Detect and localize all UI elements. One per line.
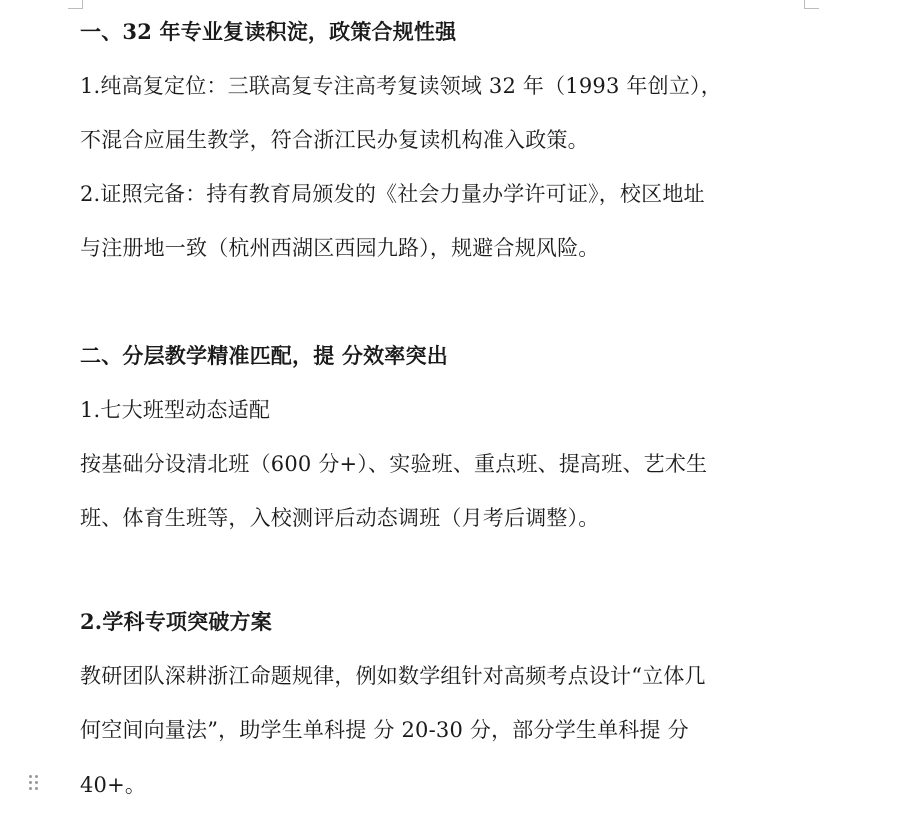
paragraph-line: 1.纯高复定位：三联高复专注高考复读领域 32 年（1993 年创立）， bbox=[80, 74, 722, 98]
drag-handle-icon[interactable] bbox=[29, 775, 39, 793]
paragraph-line: 何空间向量法”，助学生单科提 分 20-30 分，部分学生单科提 分 bbox=[80, 718, 689, 742]
section-heading-3: 2.学科专项突破方案 bbox=[80, 609, 272, 634]
paragraph-line: 按基础分设清北班（600 分+）、实验班、重点班、提高班、艺术生 bbox=[80, 452, 708, 476]
paragraph-line: 40+。 bbox=[80, 773, 147, 797]
paragraph-line: 2.证照完备：持有教育局颁发的《社会力量办学许可证》，校区地址 bbox=[80, 182, 705, 206]
paragraph-line: 班、体育生班等，入校测评后动态调班（月考后调整）。 bbox=[80, 506, 600, 530]
page-corner-mark-left bbox=[68, 0, 83, 9]
section-heading-1: 一、32 年专业复读积淀，政策合规性强 bbox=[80, 19, 457, 44]
paragraph-line: 教研团队深耕浙江命题规律，例如数学组针对高频考点设计“立体几 bbox=[80, 664, 706, 688]
paragraph-line: 与注册地一致（杭州西湖区西园九路），规避合规风险。 bbox=[80, 236, 600, 260]
paragraph-line: 1.七大班型动态适配 bbox=[80, 398, 271, 422]
section-heading-2: 二、分层教学精准匹配，提 分效率突出 bbox=[80, 343, 448, 368]
page-corner-mark-right bbox=[804, 0, 819, 9]
paragraph-line: 不混合应届生教学，符合浙江民办复读机构准入政策。 bbox=[80, 128, 589, 152]
